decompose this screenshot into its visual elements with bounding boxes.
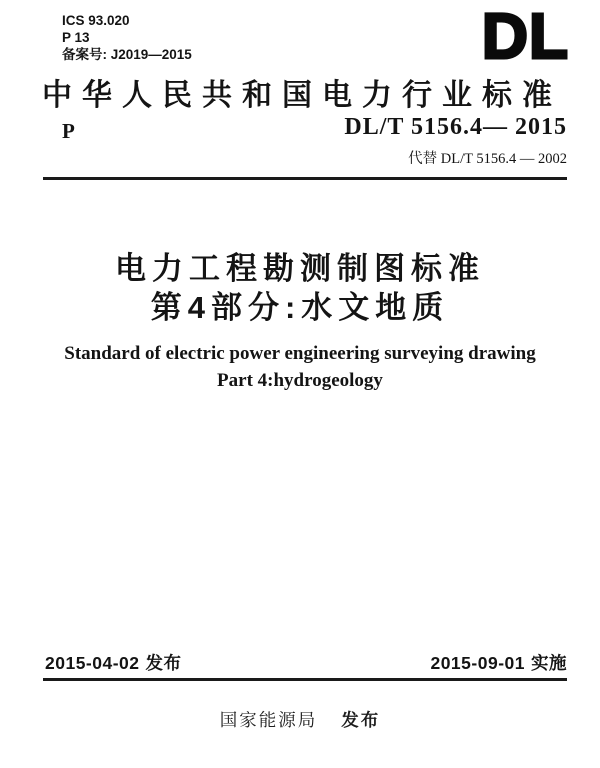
document-class-letter: P: [62, 119, 75, 143]
implement-label: 实施: [531, 653, 567, 673]
title-english: [0, 340, 600, 394]
implement-date-group: [430, 650, 567, 675]
standard-family-title: 中华人民共和国电力行业标准: [42, 79, 562, 112]
title-cn-line2: 第4部分:水文地质: [150, 290, 450, 325]
footer-divider-rule: [43, 678, 567, 681]
dl-logo: DL: [481, 0, 569, 72]
ics-code: ICS 93.020: [62, 13, 130, 28]
title-en-line2: Part 4:hydrogeology: [217, 370, 383, 391]
dates-row: [45, 650, 567, 675]
issue-date-group: [45, 650, 182, 675]
title-en-line1: Standard of electric power engineering surveying drawing: [64, 343, 536, 364]
issue-date: 2015-04-02: [45, 653, 140, 673]
header-divider-rule: [43, 177, 567, 180]
title-cn-line1: 电力工程勘测制图标准: [115, 251, 485, 286]
issue-label: 发布: [145, 653, 182, 673]
meta-block: [62, 12, 192, 63]
title-chinese: [0, 249, 600, 327]
publish-label: 发布: [341, 710, 381, 730]
publisher-name: 国家能源局: [219, 710, 318, 730]
implement-date: 2015-09-01: [430, 653, 525, 673]
replaces-note: 代替 DL/T 5156.4 — 2002: [408, 151, 567, 167]
classification-code: P 13: [62, 30, 90, 45]
record-number: 备案号: J2019—2015: [62, 47, 192, 62]
standard-number: DL/T 5156.4— 2015: [344, 114, 567, 140]
publisher-row: [0, 707, 600, 732]
